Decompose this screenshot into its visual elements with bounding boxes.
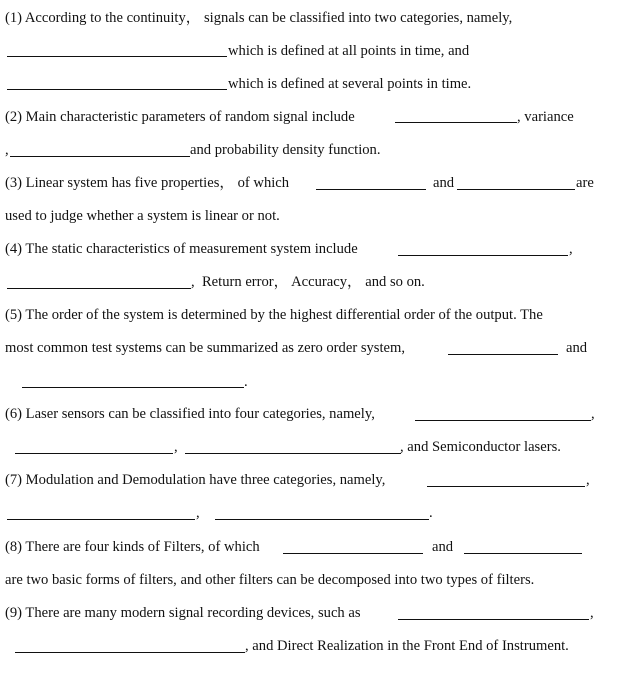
q5-line2: most common test systems can be summarized as zero order system, <box>5 340 406 356</box>
q4-line2: , Return error， Accuracy， and so on. <box>191 274 425 290</box>
q9-line1-end: , <box>590 605 594 621</box>
q4-line1: (4) The static characteristics of measurement system include <box>5 241 358 257</box>
q5-line3-end: . <box>244 374 248 390</box>
q3-are: are <box>576 175 594 191</box>
q7-line2-end: . <box>429 505 433 521</box>
q3-line1: (3) Linear system has five properties， of which <box>5 175 290 191</box>
blank-4a[interactable] <box>398 255 568 256</box>
q5-line1: (5) The order of the system is determined by the highest differential order of the output. The <box>5 307 543 323</box>
q3-line2: used to judge whether a system is linear or not. <box>5 208 280 224</box>
blank-2a[interactable] <box>395 122 517 123</box>
blank-5a[interactable] <box>448 354 558 355</box>
blank-5b[interactable] <box>22 387 244 388</box>
blank-1b[interactable] <box>7 89 227 90</box>
q6-line1: (6) Laser sensors can be classified into four categories, namely, <box>5 406 375 422</box>
blank-8a[interactable] <box>283 553 423 554</box>
q2-line2: and probability density function. <box>190 142 381 158</box>
q2-leading-comma: , <box>5 142 9 158</box>
q5-and: and <box>566 340 588 356</box>
blank-7b[interactable] <box>7 519 195 520</box>
q6-line2: , and Semiconductor lasers. <box>400 439 561 455</box>
q2-line1: (2) Main characteristic parameters of random signal include <box>5 109 355 125</box>
q8-and: and <box>432 539 454 555</box>
blank-8b[interactable] <box>464 553 582 554</box>
q3-and: and <box>433 175 455 191</box>
blank-9b[interactable] <box>15 652 245 653</box>
blank-2b[interactable] <box>10 156 190 157</box>
q9-line2: , and Direct Realization in the Front End of Instrument. <box>245 638 569 654</box>
blank-7c[interactable] <box>215 519 429 520</box>
blank-3b[interactable] <box>457 189 575 190</box>
q1-line3: which is defined at several points in time. <box>228 76 472 92</box>
blank-6c[interactable] <box>185 453 401 454</box>
blank-6a[interactable] <box>415 420 591 421</box>
q8-line2: are two basic forms of filters, and other filters can be decomposed into two types of filters. <box>5 572 535 588</box>
blank-9a[interactable] <box>398 619 589 620</box>
blank-1a[interactable] <box>7 56 227 57</box>
q7-line1-end: , <box>586 472 590 488</box>
blank-3a[interactable] <box>316 189 426 190</box>
q6-comma: , <box>174 439 178 455</box>
blank-4b[interactable] <box>7 288 191 289</box>
q7-line1: (7) Modulation and Demodulation have three categories, namely, <box>5 472 386 488</box>
q2-line1-end: , variance <box>517 109 574 125</box>
q6-line1-end: , <box>591 406 595 422</box>
q8-line1: (8) There are four kinds of Filters, of which <box>5 539 260 555</box>
q1-line1: (1) According to the continuity， signals can be classified into two categories, namely, <box>5 10 513 26</box>
q7-comma: , <box>196 505 200 521</box>
q4-line1-end: , <box>569 241 573 257</box>
q1-line2: which is defined at all points in time, and <box>228 43 470 59</box>
q9-line1: (9) There are many modern signal recording devices, such as <box>5 605 361 621</box>
blank-7a[interactable] <box>427 486 585 487</box>
blank-6b[interactable] <box>15 453 173 454</box>
